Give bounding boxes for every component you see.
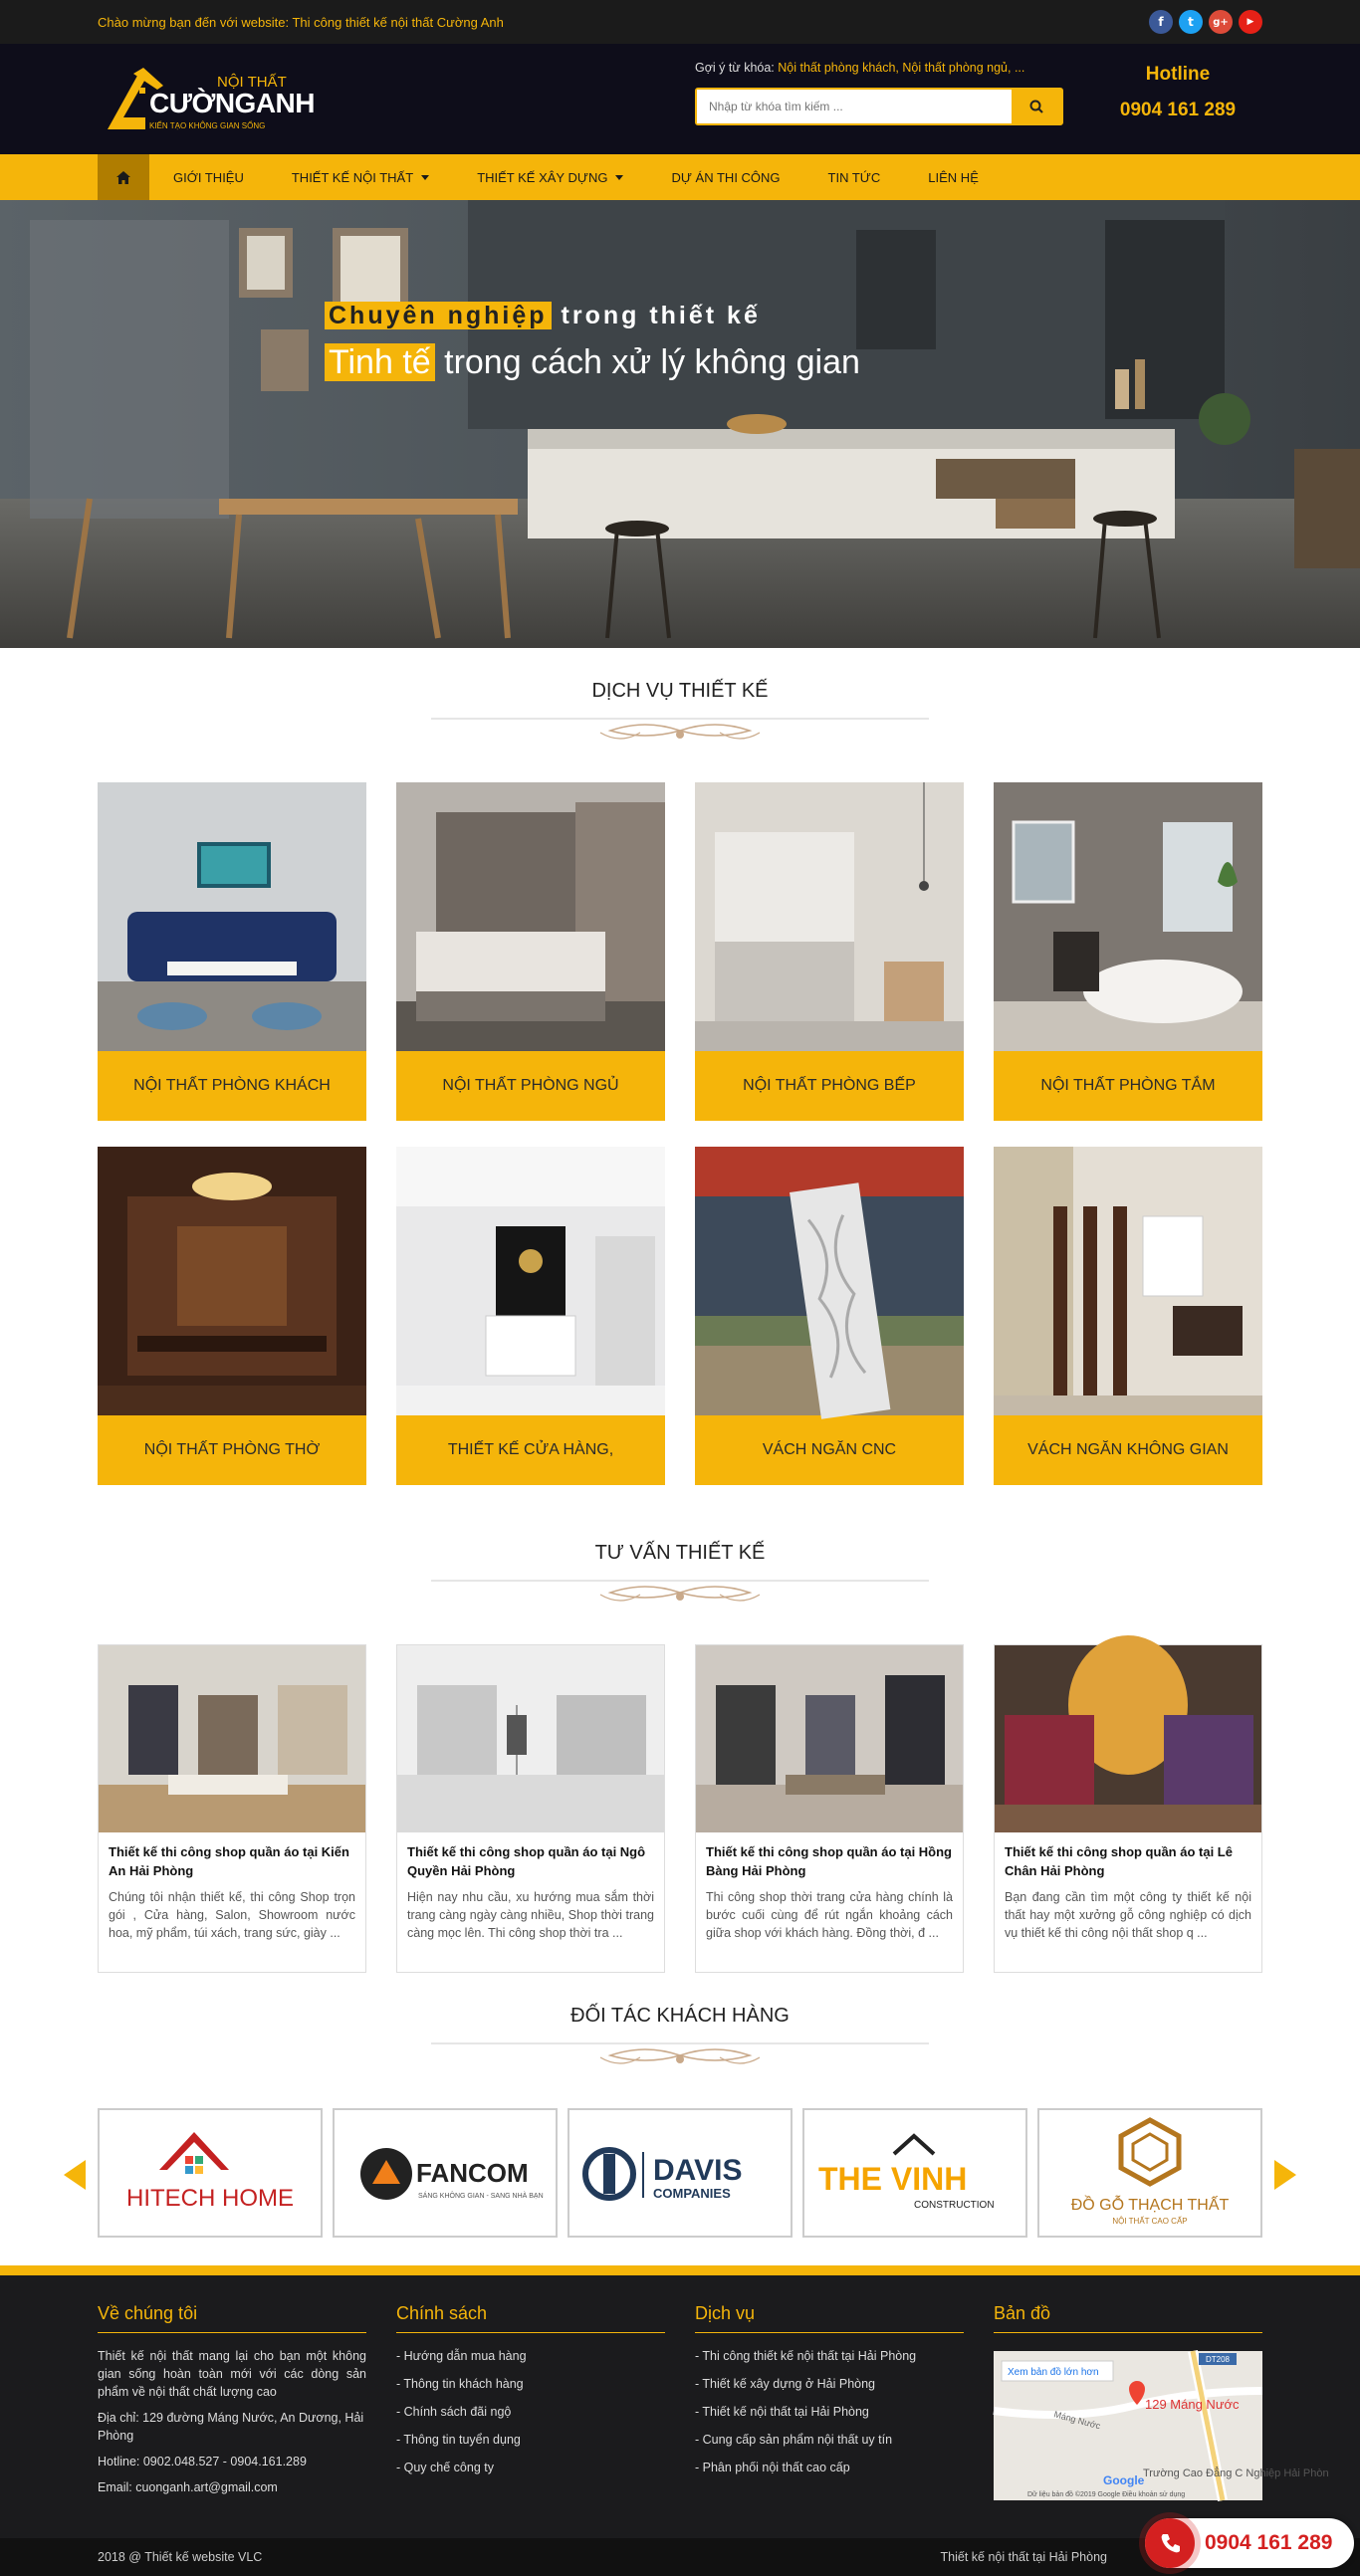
- section-heading: TƯ VẤN THIẾT KẾ: [594, 1542, 766, 1564]
- footer-about-text: Thiết kế nội thất mang lại cho bạn một không gian sống hoàn toàn mới với các dòng sản phẩm về nội thất chất lượng cao: [98, 2349, 366, 2399]
- hero-text-2: trong cách xử lý không gian: [434, 343, 860, 381]
- copyright-left[interactable]: 2018 @ Thiết kế website VLC: [98, 2550, 263, 2564]
- partner-logo-do-go-thach-that[interactable]: [1037, 2108, 1262, 2238]
- footer-link[interactable]: - Cung cấp sản phẩm nội thất uy tín: [695, 2433, 893, 2447]
- partner-name: ĐỒ GỖ THẠCH THẤT: [1070, 2197, 1230, 2214]
- service-card-phong-tam[interactable]: [994, 782, 1262, 1121]
- social-links: [1149, 10, 1262, 34]
- footer-hotline: Hotline: 0902.048.527 - 0904.161.289: [98, 2455, 307, 2469]
- welcome-text: Chào mừng bạn đến với website: Thi công thiết kế nội thất Cường Anh: [98, 14, 504, 30]
- map-place-label: Trường Cao Đẳng C Nghiệp Hải Phòn: [1143, 2468, 1329, 2479]
- footer-heading: Bản đồ: [994, 2303, 1262, 2333]
- service-image: [396, 782, 665, 1051]
- carousel-prev-arrow-icon[interactable]: [64, 2160, 86, 2190]
- hotline-number[interactable]: 0904 161 289: [1119, 100, 1237, 120]
- chevron-down-icon: [615, 175, 623, 180]
- map-enlarge-link: Xem bản đồ lớn hơn: [1008, 2367, 1099, 2378]
- footer-heading: Chính sách: [396, 2303, 665, 2333]
- service-card-vach-ngan-khong-gian[interactable]: [994, 1147, 1262, 1485]
- footer-link[interactable]: - Thi công thiết kế nội thất tại Hải Phòng: [695, 2349, 917, 2363]
- footer-link[interactable]: - Quy chế công ty: [396, 2461, 494, 2474]
- service-label: NỘI THẤT PHÒNG KHÁCH: [98, 1051, 366, 1121]
- floating-hotline-button[interactable]: [1145, 2518, 1354, 2568]
- search-hint-keywords[interactable]: Nội thất phòng khách, Nội thất phòng ngủ, ...: [778, 61, 1025, 75]
- hero-line-2: [325, 343, 860, 382]
- article-excerpt: Chúng tôi nhận thiết kế, thi công Shop trọn gói , Cửa hàng, Salon, Showroom nước hoa, mỹ phẩm, túi xách, trang sức, giày ...: [109, 1890, 355, 1940]
- footer-link[interactable]: - Thông tin tuyển dụng: [396, 2433, 521, 2447]
- footer-link[interactable]: - Phân phối nội thất cao cấp: [695, 2461, 850, 2474]
- service-card-vach-ngan-cnc[interactable]: [695, 1147, 964, 1485]
- ornament-divider: [431, 2036, 929, 2075]
- partner-tagline: NỘI THẤT CAO CẤP: [1112, 2217, 1188, 2226]
- chevron-down-icon: [421, 175, 429, 180]
- kitchen-scene-image: [0, 200, 1360, 648]
- search-button[interactable]: [1012, 90, 1061, 123]
- footer-heading: Về chúng tôi: [98, 2303, 366, 2333]
- service-label: VÁCH NGĂN CNC: [695, 1415, 964, 1485]
- nav-tin-tuc[interactable]: [804, 154, 905, 200]
- partner-tagline: COMPANIES: [653, 2186, 731, 2201]
- hero-banner: [0, 200, 1360, 648]
- footer-map-column: [994, 2303, 1262, 2347]
- youtube-icon[interactable]: ▶: [1239, 10, 1262, 34]
- nav-label: TIN TỨC: [827, 169, 881, 185]
- hotline-label: Hotline: [1145, 64, 1211, 85]
- footer-address: Địa chỉ: 129 đường Máng Nước, An Dương, Hải Phòng: [98, 2411, 364, 2443]
- partner-tagline: CONSTRUCTION: [914, 2200, 995, 2211]
- nav-label: GIỚI THIỆU: [173, 169, 244, 185]
- logo-tagline: KIẾN TẠO KHÔNG GIAN SỐNG: [149, 121, 266, 130]
- service-image: [695, 782, 964, 1051]
- google-map[interactable]: [994, 2351, 1329, 2500]
- service-image: [98, 782, 366, 1051]
- service-label: NỘI THẤT PHÒNG TẮM: [994, 1051, 1262, 1121]
- footer-services: [695, 2303, 964, 2486]
- service-label: THIẾT KẾ CỬA HÀNG,: [396, 1415, 665, 1485]
- nav-thiet-ke-noi-that[interactable]: [268, 154, 453, 200]
- nav-label: THIẾT KẾ NỘI THẤT: [291, 169, 414, 185]
- nav-lien-he[interactable]: [904, 154, 1003, 200]
- search-input[interactable]: [697, 90, 1012, 123]
- logo-main-text: CƯỜNGANH: [149, 88, 315, 118]
- footer-policy: [396, 2303, 665, 2486]
- footer-link[interactable]: - Hướng dẫn mua hàng: [396, 2349, 527, 2363]
- partner-name: HITECH HOME: [126, 2185, 294, 2212]
- service-label: VÁCH NGĂN KHÔNG GIAN: [994, 1415, 1262, 1485]
- article-excerpt: Bạn đang cần tìm một công ty thiết kế nội thất hay một xưởng gỗ công nghiệp có dịch vụ thiết kế thi công nội thất shop q ...: [1005, 1890, 1251, 1940]
- footer-link[interactable]: - Thiết kế xây dựng ở Hải Phòng: [695, 2377, 876, 2391]
- facebook-icon[interactable]: f: [1149, 10, 1173, 34]
- article-image: [397, 1645, 664, 1832]
- footer-email[interactable]: Email: cuonganh.art@gmail.com: [98, 2480, 278, 2494]
- service-label: NỘI THẤT PHÒNG NGỦ: [396, 1051, 665, 1121]
- site-logo[interactable]: [104, 62, 315, 141]
- hero-highlight-1: Chuyên nghiệp: [325, 302, 552, 329]
- service-card-phong-bep[interactable]: [695, 782, 964, 1121]
- map-copyright: Dữ liệu bản đồ ©2019 Google Điều khoản sử dụng: [1027, 2491, 1186, 2498]
- ornament-divider: [431, 1573, 929, 1612]
- nav-label: DỰ ÁN THI CÔNG: [671, 169, 781, 185]
- article-card[interactable]: [994, 1644, 1262, 1973]
- search-hint: [695, 61, 1024, 75]
- search-hint-label: Gợi ý từ khóa:: [695, 61, 775, 75]
- article-image: [696, 1645, 963, 1832]
- twitter-icon[interactable]: t: [1179, 10, 1203, 34]
- footer-about: [98, 2303, 366, 2504]
- map-road-label: Máng Nước: [1052, 2409, 1102, 2432]
- carousel-next-arrow-icon[interactable]: [1274, 2160, 1296, 2190]
- partner-name: FANCOM: [416, 2158, 529, 2188]
- top-bar: [0, 0, 1360, 44]
- map-road-code: DT208: [1205, 2355, 1231, 2364]
- article-card[interactable]: [695, 1644, 964, 1973]
- service-image: [994, 782, 1262, 1051]
- header-hotline: [1095, 64, 1260, 121]
- article-card[interactable]: [98, 1644, 366, 1973]
- article-title[interactable]: Thiết kế thi công shop quần áo tại Hồng Bàng Hải Phòng: [706, 1844, 952, 1878]
- copyright-right[interactable]: Thiết kế nội thất tại Hải Phòng: [940, 2550, 1107, 2564]
- phone-icon: [1145, 2518, 1195, 2568]
- service-image: [695, 1147, 964, 1415]
- nav-label: LIÊN HỆ: [928, 169, 979, 185]
- logo-top-text: NỘI THẤT: [217, 74, 287, 91]
- search-icon: [1029, 100, 1043, 113]
- article-card[interactable]: [396, 1644, 665, 1973]
- hero-line-1: [325, 302, 761, 330]
- partner-logo-davis[interactable]: [567, 2108, 793, 2238]
- hero-highlight-2: Tinh tế: [325, 343, 435, 381]
- footer-link[interactable]: - Thông tin khách hàng: [396, 2377, 524, 2391]
- article-excerpt: Hiện nay nhu cầu, xu hướng mua sắm thời trang càng ngày càng nhiều, Shop thời trang càng mọc lên. Thi công shop thời tra ...: [407, 1890, 654, 1940]
- service-image: [98, 1147, 366, 1415]
- article-title[interactable]: Thiết kế thi công shop quần áo tại Ngô Quyền Hải Phòng: [407, 1844, 646, 1878]
- footer-link[interactable]: - Chính sách đãi ngộ: [396, 2405, 512, 2419]
- article-title[interactable]: Thiết kế thi công shop quần áo tại Lê Chân Hải Phòng: [1005, 1844, 1233, 1878]
- nav-label: THIẾT KẾ XÂY DỰNG: [477, 169, 608, 185]
- service-label: NỘI THẤT PHÒNG BẾP: [695, 1051, 964, 1121]
- home-icon: [116, 171, 130, 184]
- service-label: NỘI THẤT PHÒNG THỜ: [98, 1415, 366, 1485]
- map-google-brand: Google: [1103, 2473, 1145, 2487]
- service-card-phong-ngu[interactable]: [396, 782, 665, 1121]
- services-section-title: [0, 680, 1360, 755]
- partners-section-title: [0, 2005, 1360, 2080]
- footer-heading: Dịch vụ: [695, 2303, 964, 2333]
- partner-logo-fancom[interactable]: [333, 2108, 558, 2238]
- nav-thiet-ke-xay-dung[interactable]: [453, 154, 647, 200]
- nav-du-an-thi-cong[interactable]: [647, 154, 803, 200]
- article-excerpt: Thi công shop thời trang cửa hàng chính là bước cuối cùng để rút ngắn khoảng cách giữa shop với khách hàng. Đồng thời, đ ...: [706, 1890, 953, 1940]
- article-image: [99, 1645, 365, 1832]
- map-pin-label: 129 Máng Nước: [1145, 2397, 1240, 2412]
- partner-tagline: SÁNG KHÔNG GIAN - SANG NHÀ BẠN: [418, 2193, 544, 2200]
- nav-gioi-thieu[interactable]: [149, 154, 268, 200]
- partner-logo-hitech[interactable]: [98, 2108, 323, 2238]
- search-form: [695, 88, 1063, 125]
- service-card-cua-hang[interactable]: [396, 1147, 665, 1485]
- service-image: [396, 1147, 665, 1415]
- section-heading: ĐỐI TÁC KHÁCH HÀNG: [570, 2005, 790, 2027]
- partner-logo-the-vinh[interactable]: [802, 2108, 1027, 2238]
- footer-link[interactable]: - Thiết kế nội thất tại Hải Phòng: [695, 2405, 869, 2419]
- nav-home[interactable]: [98, 154, 149, 200]
- floating-hotline-number: 0904 161 289: [1205, 2531, 1333, 2554]
- main-nav: [0, 154, 1360, 200]
- site-header: [0, 44, 1360, 154]
- google-plus-icon[interactable]: g+: [1209, 10, 1233, 34]
- partner-name: THE VINH: [818, 2161, 968, 2197]
- article-title[interactable]: Thiết kế thi công shop quần áo tại Kiến An Hải Phòng: [109, 1844, 349, 1878]
- service-image: [994, 1147, 1262, 1415]
- service-card-phong-khach[interactable]: [98, 782, 366, 1121]
- partner-name: DAVIS: [653, 2154, 743, 2187]
- ornament-divider: [431, 711, 929, 751]
- consult-section-title: [0, 1542, 1360, 1617]
- service-card-phong-tho[interactable]: [98, 1147, 366, 1485]
- article-image: [995, 1645, 1261, 1832]
- hero-text-1: trong thiết kế: [551, 302, 761, 329]
- section-heading: DỊCH VỤ THIẾT KẾ: [591, 680, 769, 702]
